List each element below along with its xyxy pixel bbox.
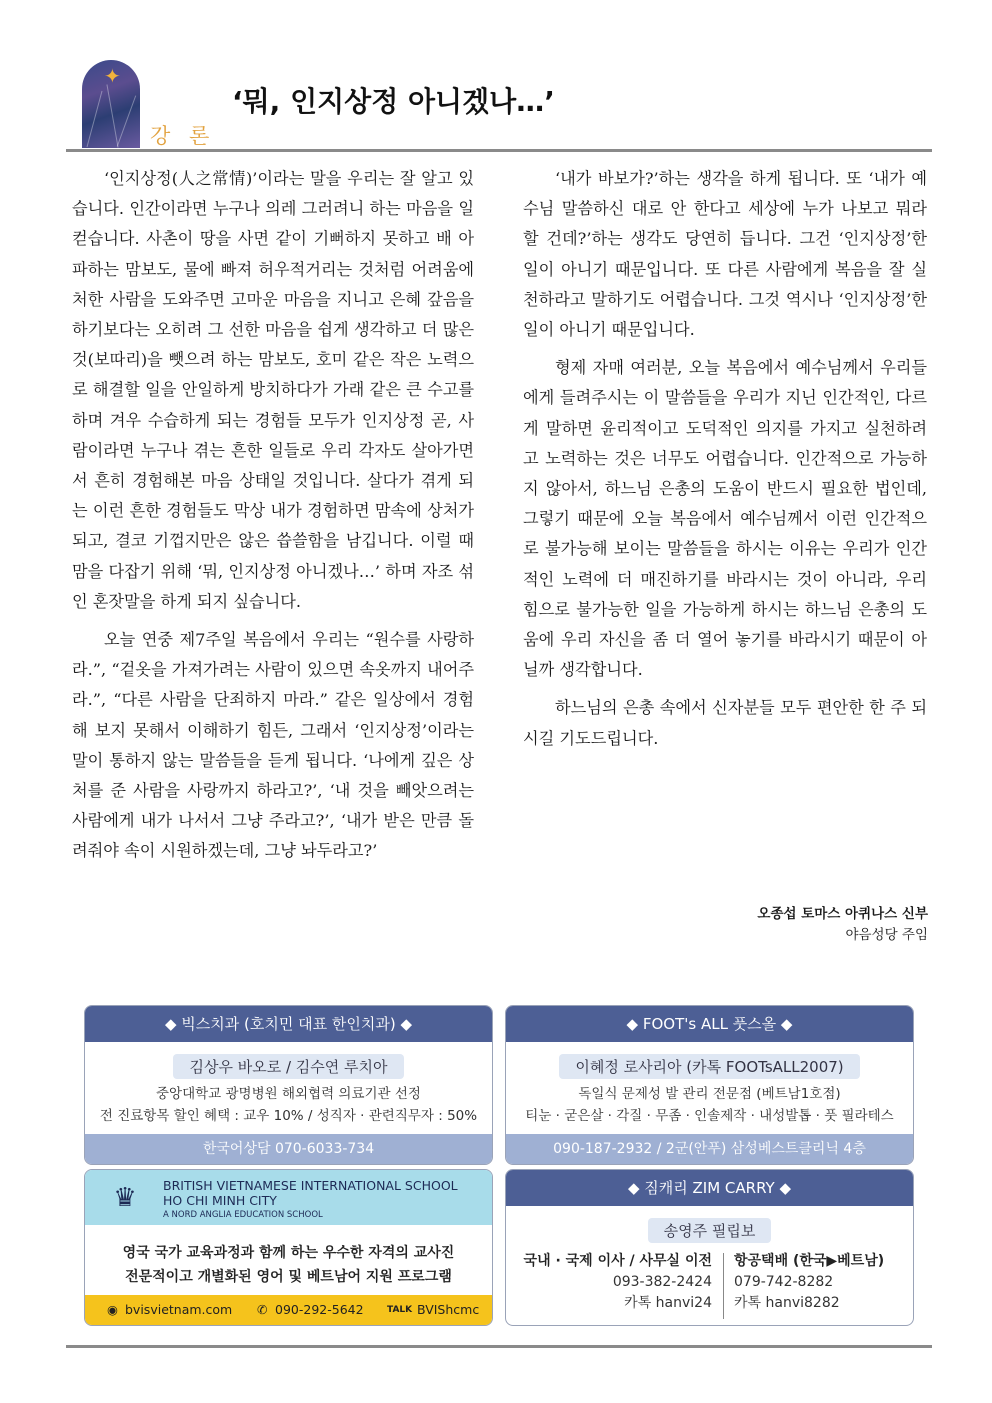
- ad-line: 티눈 · 굳은살 · 각질 · 무좀 · 인솔제작 · 내성발톱 · 풋 필라테스: [525, 1108, 894, 1124]
- service-phone[interactable]: 093-382-2424: [612, 1274, 712, 1290]
- service-title: 국내 · 국제 이사 / 사무실 이전: [523, 1253, 712, 1269]
- article-paragraph: 형제 자매 여러분, 오늘 복음에서 예수님께서 우리들에게 들려주시는 이 말씀들을 우리가 지닌 인간적인, 다르게 말하면 윤리적이고 도덕적인 의지를 가지고 실천하려고 노력하는 것은 너무도 어렵습니다. 인간적으로 가능하지 않아서, 하느님 은총의 도움이 반드시 필요한 법인데, 그렇기 때문에 오늘 복음에서 예수님께서 이런 인간적으로 불가능해 보이는 말씀들을 하시는 이유는 우리가 인간적인 노력에 더 매진하기를 바라시는 것이 아니라, 우리 힘으로 불가능한 일을 가능하게 하시는 하느님 은총의 도움에 우리 자신을 좀 더 열어 놓기를 바라시기 때문이 아닐까 생각합니다.: [523, 358, 927, 680]
- service-phone[interactable]: 079-742-8282: [734, 1274, 834, 1290]
- ad-foots-all[interactable]: [505, 1005, 914, 1165]
- author-signature: [757, 904, 928, 946]
- ad-line: 전 진료항목 할인 혜택 : 교우 10% / 성직자 · 관련직무자 : 50%: [99, 1108, 478, 1124]
- globe-icon: ◉: [107, 1302, 118, 1317]
- column-divider: [723, 1253, 724, 1319]
- service-moving: [516, 1251, 712, 1314]
- ad-contact-person: 이혜정 로사리아 (카톡 FOOTsALL2007): [559, 1054, 859, 1079]
- service-air-parcel: [734, 1251, 910, 1314]
- ad-school-banner: [85, 1170, 492, 1225]
- page-title: ‘뭐, 인지상정 아니겠나…’: [232, 85, 555, 118]
- ad-contact-person: 김상우 바오로 / 김수연 루치아: [173, 1054, 403, 1079]
- article-paragraph: ‘내가 바보가?’하는 생각을 하게 됩니다. 또 ‘내가 예수님 말씀하신 대로 안 한다고 세상에 누가 나보고 뭐라 할 건데?’하는 생각도 당연히 듭니다. 그건 ‘인지상정’한 일이 아니기 때문입니다. 또 다른 사람에게 복음을 잘 실천하라고 말하기도 어렵습니다. 그것 역시나 ‘인지상정’한 일이 아니기 때문입니다.: [523, 169, 927, 340]
- article-paragraph: ‘인지상정(人之常情)’이라는 말을 우리는 잘 알고 있습니다. 인간이라면 누구나 의레 그러려니 하는 마음을 일컫습니다. 사촌이 땅을 사면 같이 기뻐하지 못하고 배 아파하는 맘보도, 물에 빠져 허우적거리는 것처럼 어려움에 처한 사람을 도와주면 고마운 마음을 지니고 은혜 갚음을 하기보다는 오히려 그 선한 마음을 쉽게 생각하고 더 많은 것(보따리)을 뺏으려 하는 맘보도, 호미 같은 작은 노력으로 해결할 일을 안일하게 방치하다가 가래 같은 큰 수고를 하며 겨우 수습하게 되는 경험들 모두가 인지상정 곧, 사람이라면 누구나 겪는 흔한 일들로 우리 각자도 살아가면서 흔히 경험해본 마음 상태일 것입니다. 살다가 겪게 되는 이런 흔한 경험들도 막상 내가 경험하면 맘속에 상처가 되고, 결코 기껍지만은 않은 씁쓸함을 남깁니다. 이럴 때 맘을 다잡기 위해 ‘뭐, 인지상정 아니겠나…’ 하며 자조 섞인 혼잣말을 하게 되지 싶습니다.: [72, 169, 474, 611]
- article-left-column: [72, 164, 474, 875]
- article-paragraph: 오늘 연중 제7주일 복음에서 우리는 “원수를 사랑하라.”, “겉옷을 가져가려는 사람이 있으면 속옷까지 내어주라.”, “다른 사람을 단죄하지 마라.” 같은 일상에서 경험해 보지 못해서 이해하기 힘든, 그래서 ‘인지상정’이라는 말이 통하지 않는 말씀들을 듣게 됩니다. ‘나에게 깊은 상처를 준 사람을 사랑까지 하라고?’, ‘내 것을 빼앗으려는 사람에게 내가 나서서 그냥 주라고?’, ‘내가 받은 만큼 돌려줘야 속이 시원하겠는데, 그냥 놔두라고?’: [72, 630, 474, 861]
- ad-line: 전문적이고 개별화된 영어 및 베트남어 지원 프로그램: [125, 1269, 452, 1285]
- ad-footer: 한국어상담 070-6033-734: [85, 1134, 492, 1164]
- ad-header: ◆ FOOT's ALL 풋스올 ◆: [506, 1006, 913, 1042]
- bottom-divider: [66, 1345, 932, 1348]
- ad-bvis-school[interactable]: [84, 1169, 493, 1326]
- ad-line: 독일식 문제성 발 관리 전문점 (베트남1호점): [578, 1086, 841, 1102]
- ad-body: [85, 1241, 492, 1289]
- ad-header: ◆ 빅스치과 (호치민 대표 한인치과) ◆: [85, 1006, 492, 1042]
- section-label: 강 론: [150, 124, 216, 148]
- ad-line: 영국 국가 교육과정과 함께 하는 우수한 자격의 교사진: [122, 1245, 455, 1261]
- talk-icon: TALK: [387, 1305, 413, 1315]
- service-kakao[interactable]: 카톡 hanvi24: [624, 1295, 712, 1311]
- article-paragraph: 하느님의 은총 속에서 신자분들 모두 편안한 한 주 되시길 기도드립니다.: [523, 698, 927, 748]
- ad-zim-carry[interactable]: [505, 1169, 914, 1326]
- ad-contact-person: 송영주 필립보: [648, 1218, 772, 1243]
- page-header: [66, 58, 932, 150]
- service-title: 항공택배 (한국▶베트남): [734, 1253, 885, 1269]
- school-subtitle: A NORD ANGLIA EDUCATION SCHOOL: [163, 1210, 323, 1220]
- phone-icon: ✆: [257, 1302, 268, 1317]
- school-name: [163, 1178, 458, 1223]
- ad-line: 중앙대학교 광명병원 해외협력 의료기관 선정: [156, 1086, 421, 1102]
- talk-id[interactable]: BVIShcmc: [417, 1302, 480, 1317]
- stained-glass-star-icon: ✦: [82, 60, 140, 148]
- phone-number[interactable]: 090-292-5642: [275, 1302, 364, 1317]
- bvis-crest-icon: ♛: [113, 1183, 137, 1213]
- website-link[interactable]: bvisvietnam.com: [125, 1302, 233, 1317]
- ad-header: ◆ 짐캐리 ZIM CARRY ◆: [506, 1170, 913, 1206]
- ad-service-columns: [506, 1251, 913, 1321]
- article-right-column: [523, 164, 927, 762]
- ad-footer: 090-187-2932 / 2군(안푸) 삼성베스트클리닉 4층: [506, 1134, 913, 1164]
- service-kakao[interactable]: 카톡 hanvi8282: [734, 1295, 840, 1311]
- author-name: 오종섭 토마스 아퀴나스 신부: [757, 906, 928, 922]
- school-name-line: BRITISH VIETNAMESE INTERNATIONAL SCHOOL: [163, 1178, 458, 1193]
- author-role: 야음성당 주임: [845, 927, 928, 943]
- top-divider: [66, 149, 932, 152]
- school-name-line: HO CHI MINH CITY: [163, 1193, 277, 1208]
- ad-footer: [85, 1295, 492, 1325]
- ad-bix-dental[interactable]: [84, 1005, 493, 1165]
